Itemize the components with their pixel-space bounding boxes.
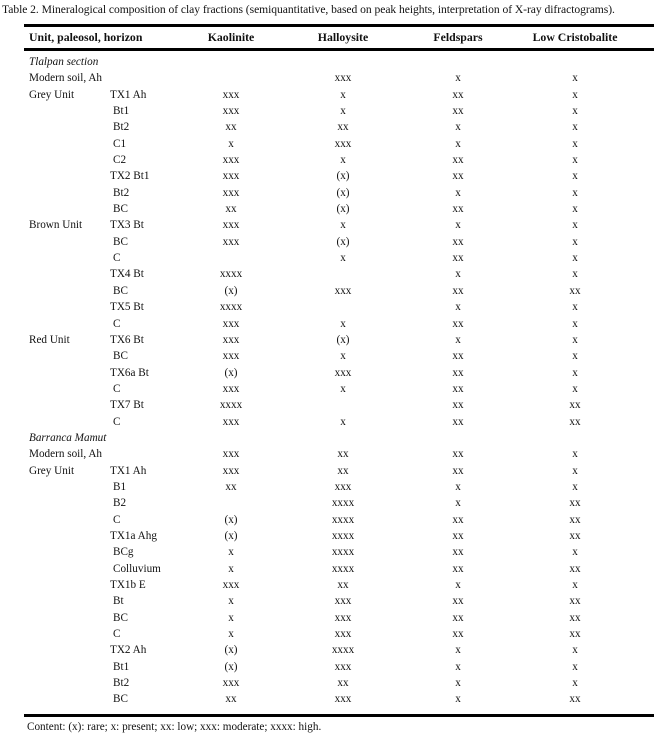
halloysite-cell: x — [340, 317, 346, 330]
table-row — [0, 201, 659, 217]
table-row — [0, 217, 659, 233]
cristobalite-cell: x — [572, 464, 578, 477]
horizon-cell: TX3 Bt — [110, 219, 144, 232]
cristobalite-cell: x — [572, 677, 578, 690]
header-kaolinite: Kaolinite — [207, 30, 255, 44]
feldspars-cell: x — [455, 497, 461, 510]
halloysite-cell: x — [340, 350, 346, 363]
table-row — [0, 610, 659, 626]
table-row — [0, 87, 659, 103]
feldspars-cell: xx — [452, 415, 464, 428]
table-row — [0, 234, 659, 250]
feldspars-cell: x — [455, 121, 461, 134]
cristobalite-cell: x — [572, 203, 578, 216]
table-row — [0, 266, 659, 282]
kaolinite-cell: xxxx — [219, 268, 243, 281]
table-row — [0, 365, 659, 381]
horizon-cell: TX5 Bt — [110, 301, 144, 314]
horizon-cell: TX1 Ah — [110, 464, 147, 477]
horizon-cell: C1 — [113, 137, 127, 150]
kaolinite-cell: xxx — [222, 350, 240, 363]
feldspars-cell: x — [455, 72, 461, 85]
kaolinite-cell: xxx — [222, 579, 240, 591]
kaolinite-cell: x — [228, 628, 234, 641]
cristobalite-cell: x — [572, 170, 578, 183]
horizon-cell: Bt2 — [113, 121, 130, 134]
table-row — [0, 299, 659, 315]
table-row — [0, 414, 659, 430]
table-row — [0, 446, 659, 462]
table-row — [0, 70, 659, 86]
table-row — [0, 626, 659, 642]
halloysite-cell: xxxx — [331, 513, 355, 526]
feldspars-cell: xx — [452, 382, 464, 395]
feldspars-cell: xx — [452, 252, 464, 265]
cristobalite-cell: x — [572, 154, 578, 167]
kaolinite-cell: xxx — [222, 333, 240, 346]
cristobalite-cell: x — [572, 121, 578, 134]
cristobalite-cell: x — [572, 660, 578, 673]
halloysite-cell: xxx — [334, 611, 352, 624]
unit-cell: Red Unit — [29, 333, 70, 346]
halloysite-cell: xxxx — [331, 497, 355, 510]
horizon-cell: C2 — [113, 154, 127, 167]
horizon-cell: BC — [113, 235, 128, 248]
kaolinite-cell: xxx — [222, 105, 240, 118]
kaolinite-cell: x — [228, 611, 234, 624]
halloysite-cell: xx — [337, 579, 349, 591]
table-row — [0, 495, 659, 511]
kaolinite-cell: xxx — [222, 415, 240, 428]
table-row — [0, 479, 659, 495]
cristobalite-cell: xx — [569, 595, 581, 608]
halloysite-cell: xxx — [334, 693, 352, 706]
feldspars-cell: x — [455, 301, 461, 314]
table-row — [0, 528, 659, 544]
halloysite-cell: (x) — [336, 333, 350, 346]
table-row — [0, 250, 659, 266]
kaolinite-cell: xx — [225, 480, 237, 493]
horizon-cell: Bt2 — [113, 677, 130, 690]
horizon-cell: Bt1 — [113, 105, 130, 118]
halloysite-cell: xxx — [334, 628, 352, 641]
cristobalite-cell: xx — [569, 399, 581, 412]
kaolinite-cell: xxx — [222, 317, 240, 330]
table-row — [0, 119, 659, 135]
kaolinite-cell: x — [228, 595, 234, 608]
cristobalite-cell: x — [572, 105, 578, 118]
kaolinite-cell: xxx — [222, 170, 240, 183]
cristobalite-cell: x — [572, 186, 578, 199]
cristobalite-cell: x — [572, 448, 578, 461]
halloysite-cell: xxxx — [331, 546, 355, 559]
kaolinite-cell: xxxx — [219, 301, 243, 314]
feldspars-cell: x — [455, 579, 461, 591]
table-body — [0, 54, 659, 708]
kaolinite-cell: xxx — [222, 448, 240, 461]
feldspars-cell: xx — [452, 235, 464, 248]
table-row — [0, 316, 659, 332]
kaolinite-cell: (x) — [224, 644, 238, 657]
horizon-cell: Colluvium — [113, 562, 161, 575]
horizon-cell: TX2 Bt1 — [110, 170, 150, 183]
kaolinite-cell: xxx — [222, 154, 240, 167]
horizon-cell: TX7 Bt — [110, 399, 144, 412]
kaolinite-cell: xxx — [222, 219, 240, 232]
horizon-cell: BC — [113, 350, 128, 363]
cristobalite-cell: xx — [569, 562, 581, 575]
horizon-cell: C — [113, 382, 121, 395]
table-row — [0, 332, 659, 348]
table-row — [0, 381, 659, 397]
horizon-cell: BC — [113, 203, 128, 216]
feldspars-cell: xx — [452, 628, 464, 641]
header-feldspars: Feldspars — [433, 30, 483, 44]
feldspars-cell: xx — [452, 448, 464, 461]
unit-cell: Modern soil, Ah — [29, 72, 103, 85]
feldspars-cell: xx — [452, 611, 464, 624]
halloysite-cell: x — [340, 88, 346, 101]
table-row — [0, 544, 659, 560]
feldspars-cell: xx — [452, 170, 464, 183]
table-row — [0, 691, 659, 707]
horizon-cell: Bt1 — [113, 660, 130, 673]
unit-cell: Modern soil, Ah — [29, 448, 103, 461]
table-row — [0, 561, 659, 577]
halloysite-cell: x — [340, 154, 346, 167]
feldspars-cell: xx — [452, 203, 464, 216]
table-row — [0, 283, 659, 299]
cristobalite-cell: x — [572, 72, 578, 85]
feldspars-cell: xx — [452, 88, 464, 101]
feldspars-cell: x — [455, 219, 461, 232]
feldspars-cell: x — [455, 333, 461, 346]
feldspars-cell: x — [455, 677, 461, 690]
table-bottom-rule — [24, 714, 654, 717]
horizon-cell: TX2 Ah — [110, 644, 147, 657]
halloysite-cell: xxx — [334, 284, 352, 297]
cristobalite-cell: x — [572, 382, 578, 395]
kaolinite-cell: xxx — [222, 186, 240, 199]
horizon-cell: TX1a Ahg — [110, 529, 157, 542]
halloysite-cell: (x) — [336, 235, 350, 248]
table-row — [0, 659, 659, 675]
feldspars-cell: xx — [452, 595, 464, 608]
kaolinite-cell: xxx — [222, 88, 240, 101]
halloysite-cell: x — [340, 105, 346, 118]
kaolinite-cell: xxx — [222, 235, 240, 248]
kaolinite-cell: xxx — [222, 382, 240, 395]
halloysite-cell: x — [340, 415, 346, 428]
cristobalite-cell: x — [572, 88, 578, 101]
feldspars-cell: x — [455, 693, 461, 706]
feldspars-cell: xx — [452, 529, 464, 542]
section-heading-row — [0, 54, 659, 70]
horizon-cell: TX1b E — [110, 579, 146, 591]
halloysite-cell: x — [340, 382, 346, 395]
cristobalite-cell: xx — [569, 415, 581, 428]
feldspars-cell: x — [455, 480, 461, 493]
halloysite-cell: xxx — [334, 480, 352, 493]
kaolinite-cell: (x) — [224, 513, 238, 526]
table-row — [0, 168, 659, 184]
horizon-cell: C — [113, 252, 121, 265]
feldspars-cell: xx — [452, 513, 464, 526]
feldspars-cell: xx — [452, 284, 464, 297]
feldspars-cell: x — [455, 644, 461, 657]
halloysite-cell: xx — [337, 677, 349, 690]
horizon-cell: TX6 Bt — [110, 333, 144, 346]
halloysite-cell: xx — [337, 448, 349, 461]
kaolinite-cell: xx — [225, 203, 237, 216]
cristobalite-cell: x — [572, 301, 578, 314]
table-row — [0, 577, 659, 593]
cristobalite-cell: xx — [569, 497, 581, 510]
cristobalite-cell: x — [572, 219, 578, 232]
feldspars-cell: x — [455, 186, 461, 199]
feldspars-cell: xx — [452, 464, 464, 477]
cristobalite-cell: xx — [569, 529, 581, 542]
horizon-cell: Bt2 — [113, 186, 130, 199]
horizon-cell: B1 — [113, 480, 127, 493]
cristobalite-cell: x — [572, 252, 578, 265]
table-row — [0, 103, 659, 119]
header-halloysite: Halloysite — [317, 30, 369, 44]
horizon-cell: C — [113, 317, 121, 330]
kaolinite-cell: xxx — [222, 677, 240, 690]
feldspars-cell: xx — [452, 399, 464, 412]
halloysite-cell: xxx — [334, 660, 352, 673]
table-row — [0, 675, 659, 691]
cristobalite-cell: x — [572, 235, 578, 248]
table-footnote: Content: (x): rare; x: present; xx: low; xxx: moderate; xxxx: high. — [27, 721, 322, 733]
table-row — [0, 185, 659, 201]
halloysite-cell: (x) — [336, 186, 350, 199]
halloysite-cell: xxxx — [331, 562, 355, 575]
horizon-cell: BCg — [113, 546, 134, 559]
halloysite-cell: xxx — [334, 366, 352, 379]
table-row — [0, 397, 659, 413]
feldspars-cell: xx — [452, 317, 464, 330]
header-low-cristobalite: Low Cristobalite — [532, 30, 618, 44]
table-top-rule — [24, 24, 654, 27]
halloysite-cell: xxxx — [331, 644, 355, 657]
cristobalite-cell: x — [572, 333, 578, 346]
section-heading: Tlalpan section — [29, 56, 99, 68]
kaolinite-cell: (x) — [224, 284, 238, 297]
kaolinite-cell: (x) — [224, 660, 238, 673]
horizon-cell: TX4 Bt — [110, 268, 144, 281]
kaolinite-cell: x — [228, 546, 234, 559]
table-row — [0, 593, 659, 609]
section-heading-row — [0, 430, 659, 446]
horizon-cell: TX1 Ah — [110, 88, 147, 101]
feldspars-cell: xx — [452, 105, 464, 118]
feldspars-cell: xx — [452, 366, 464, 379]
cristobalite-cell: xx — [569, 513, 581, 526]
table-caption: Table 2. Mineralogical composition of clay fractions (semiquantitative, based on peak heights, interpretation of X-ray difractograms). — [2, 3, 615, 16]
kaolinite-cell: xx — [225, 693, 237, 706]
halloysite-cell: xxx — [334, 137, 352, 150]
table-row — [0, 152, 659, 168]
unit-cell: Brown Unit — [29, 219, 83, 232]
cristobalite-cell: x — [572, 579, 578, 591]
cristobalite-cell: x — [572, 366, 578, 379]
cristobalite-cell: x — [572, 480, 578, 493]
horizon-cell: BC — [113, 611, 128, 624]
kaolinite-cell: xxxx — [219, 399, 243, 412]
cristobalite-cell: x — [572, 546, 578, 559]
halloysite-cell: x — [340, 252, 346, 265]
kaolinite-cell: xxx — [222, 464, 240, 477]
feldspars-cell: x — [455, 137, 461, 150]
horizon-cell: C — [113, 513, 121, 526]
table-row — [0, 136, 659, 152]
kaolinite-cell: x — [228, 137, 234, 150]
halloysite-cell: xxxx — [331, 529, 355, 542]
halloysite-cell: (x) — [336, 170, 350, 183]
feldspars-cell: xx — [452, 546, 464, 559]
feldspars-cell: xx — [452, 562, 464, 575]
header-unit: Unit, paleosol, horizon — [29, 30, 143, 44]
header-rule — [24, 48, 654, 51]
section-heading: Barranca Mamut — [29, 431, 107, 444]
unit-cell: Grey Unit — [29, 88, 75, 101]
cristobalite-cell: x — [572, 137, 578, 150]
halloysite-cell: xxx — [334, 595, 352, 608]
feldspars-cell: x — [455, 660, 461, 673]
cristobalite-cell: x — [572, 268, 578, 281]
horizon-cell: C — [113, 415, 121, 428]
cristobalite-cell: x — [572, 350, 578, 363]
cristobalite-cell: xx — [569, 611, 581, 624]
cristobalite-cell: x — [572, 317, 578, 330]
table-row — [0, 642, 659, 658]
kaolinite-cell: (x) — [224, 529, 238, 542]
halloysite-cell: x — [340, 219, 346, 232]
horizon-cell: BC — [113, 284, 128, 297]
kaolinite-cell: x — [228, 562, 234, 575]
feldspars-cell: xx — [452, 154, 464, 167]
unit-cell: Grey Unit — [29, 464, 75, 477]
horizon-cell: Bt — [113, 595, 124, 608]
horizon-cell: B2 — [113, 497, 127, 510]
halloysite-cell: (x) — [336, 203, 350, 216]
horizon-cell: C — [113, 628, 121, 641]
kaolinite-cell: (x) — [224, 366, 238, 379]
table-row — [0, 463, 659, 479]
halloysite-cell: xx — [337, 121, 349, 134]
cristobalite-cell: xx — [569, 628, 581, 641]
feldspars-cell: xx — [452, 350, 464, 363]
horizon-cell: BC — [113, 693, 128, 706]
cristobalite-cell: xx — [569, 284, 581, 297]
cristobalite-cell: x — [572, 644, 578, 657]
halloysite-cell: xx — [337, 464, 349, 477]
table-row — [0, 512, 659, 528]
feldspars-cell: x — [455, 268, 461, 281]
cristobalite-cell: xx — [569, 693, 581, 706]
halloysite-cell: xxx — [334, 72, 352, 85]
kaolinite-cell: xx — [225, 121, 237, 134]
horizon-cell: TX6a Bt — [110, 366, 149, 379]
table-row — [0, 348, 659, 364]
